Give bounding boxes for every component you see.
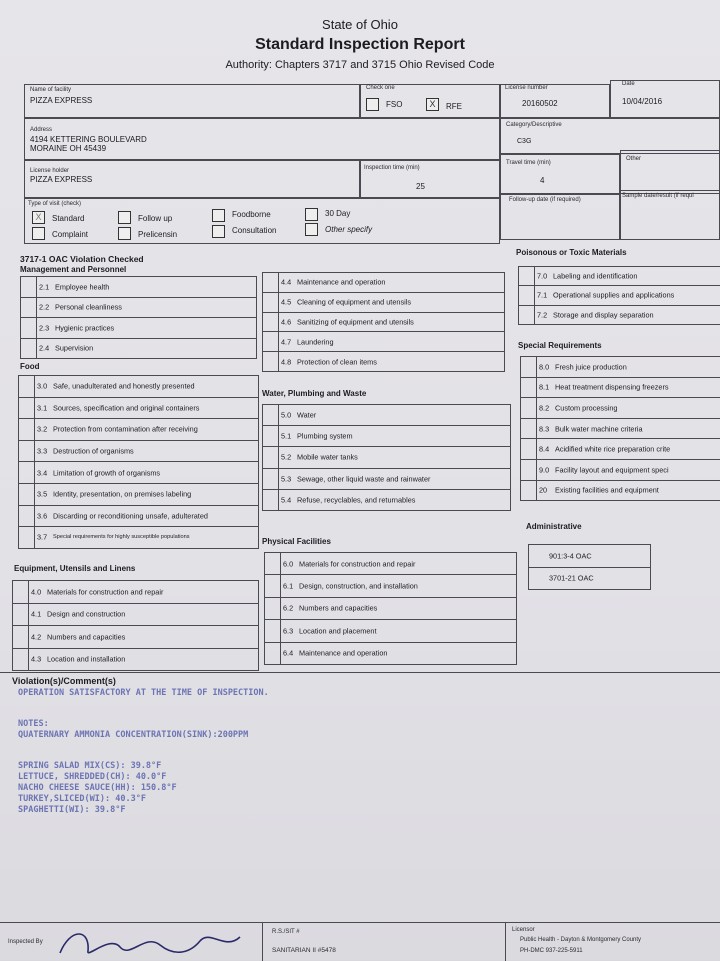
visit-30day-checkbox[interactable] (305, 208, 318, 221)
physical-heading: Physical Facilities (262, 537, 331, 546)
violation-text: Maintenance and operation (297, 277, 386, 287)
violation-text: Special requirements for highly susceptible populations (53, 534, 190, 541)
fso-checkbox[interactable] (366, 98, 379, 111)
violation-code: 2.1 (39, 282, 50, 292)
violation-checkbox[interactable] (519, 286, 535, 304)
violation-code: 5.1 (281, 431, 292, 441)
violation-row (263, 332, 505, 352)
violation-checkbox[interactable] (13, 649, 29, 671)
violation-checkbox[interactable] (19, 441, 35, 462)
comment-line: SPAGHETTI(WI): 39.8°F (18, 805, 126, 815)
visit-type-label: Type of visit (check) (28, 201, 82, 207)
violation-row (19, 398, 259, 420)
management-heading: Management and Personnel (20, 265, 127, 274)
violation-text: Identity, presentation, on premises labeling (53, 489, 192, 499)
violation-row (19, 441, 259, 463)
violation-checkbox[interactable] (265, 643, 281, 664)
address-label: Address (30, 127, 53, 133)
violation-checkbox[interactable] (13, 626, 29, 648)
violation-text: Sewage, other liquid waste and rainwater (297, 474, 431, 484)
category-label: Category/Descriptive (506, 122, 562, 128)
violation-code: 3.6 (37, 511, 48, 521)
violation-checkbox[interactable] (521, 357, 537, 377)
comment-line: LETTUCE, SHREDDED(CH): 40.0°F (18, 772, 167, 782)
license-holder: PIZZA EXPRESS (30, 175, 93, 184)
violation-code: 3.4 (37, 468, 48, 478)
violation-text: Protection from contamination after receiving (53, 424, 198, 434)
violation-checkbox[interactable] (19, 398, 35, 419)
violation-row (521, 460, 720, 481)
violation-text: Heat treatment dispensing freezers (555, 382, 669, 392)
violation-code: 4.5 (281, 297, 292, 307)
date-label: Date (622, 81, 635, 87)
violation-text: Protection of clean items (297, 357, 377, 367)
inspection-time-label: Inspection time (min) (364, 165, 420, 171)
violation-checkbox[interactable] (521, 460, 537, 480)
violation-checkbox[interactable] (21, 318, 37, 338)
violation-code: 4.2 (31, 632, 42, 642)
violation-text: Fresh juice production (555, 362, 627, 372)
violation-text: Mobile water tanks (297, 452, 358, 462)
visit-prelicensing-label: Prelicensin (138, 230, 178, 239)
violation-code: 8.4 (539, 444, 550, 454)
violation-checkbox[interactable] (263, 426, 279, 446)
violation-code: 7.1 (537, 290, 548, 300)
violation-text: Design and construction (47, 609, 126, 619)
violation-row (529, 568, 651, 591)
comment-line: QUATERNARY AMMONIA CONCENTRATION(SINK):200PPM (18, 730, 249, 740)
rs-value: SANITARIAN II #5478 (272, 947, 336, 954)
food-heading: Food (20, 362, 40, 371)
violation-checkbox[interactable] (519, 267, 535, 285)
special-heading: Special Requirements (518, 341, 602, 350)
violation-text: Numbers and capacities (299, 603, 378, 613)
report-title: Standard Inspection Report (255, 36, 465, 53)
violation-checkbox[interactable] (263, 293, 279, 312)
violation-row (265, 553, 517, 575)
footer (0, 922, 720, 961)
violation-code: 8.0 (539, 362, 550, 372)
license-number: 20160502 (522, 99, 558, 108)
violation-text: Plumbing system (297, 431, 353, 441)
violation-checkbox[interactable] (265, 553, 281, 574)
violation-code: 6.4 (283, 648, 294, 658)
violation-row (21, 277, 257, 298)
violation-code: 4.3 (31, 654, 42, 664)
violation-checkbox[interactable] (521, 378, 537, 398)
violation-code: 6.2 (283, 603, 294, 613)
violation-row (519, 267, 720, 286)
violation-checkbox[interactable] (263, 447, 279, 467)
violation-text: Bulk water machine criteria (555, 424, 643, 434)
address-line1: 4194 KETTERING BOULEVARD (30, 135, 147, 144)
violation-text: Operational supplies and applications (553, 290, 675, 300)
violation-checkbox[interactable] (263, 273, 279, 292)
violation-row (529, 545, 651, 568)
violation-row (263, 352, 505, 372)
violation-code: 4.1 (31, 609, 42, 619)
administrative-grid (528, 544, 651, 590)
rs-label: R.S./SIT # (272, 929, 300, 935)
comment-line: TURKEY,SLICED(WI): 40.3°F (18, 794, 146, 804)
rfe-checkbox[interactable]: X (426, 98, 439, 111)
violation-checkbox[interactable] (263, 313, 279, 332)
violation-row (263, 447, 511, 468)
visit-consultation-label: Consultation (232, 226, 277, 235)
violation-text: Materials for construction and repair (299, 559, 416, 569)
rfe-label: RFE (446, 102, 462, 111)
licensor-line1: Public Health - Dayton & Montgomery County (520, 937, 642, 943)
violation-code: 4.8 (281, 357, 292, 367)
equipment-heading: Equipment, Utensils and Linens (14, 564, 136, 573)
fso-label: FSO (386, 100, 403, 109)
violation-text: Hygienic practices (55, 323, 115, 333)
oac-violation-heading: 3717-1 OAC Violation Checked (20, 254, 144, 264)
violation-code: 4.7 (281, 337, 292, 347)
violation-checkbox[interactable] (521, 398, 537, 418)
violation-text: Materials for construction and repair (47, 587, 164, 597)
violation-checkbox[interactable] (19, 419, 35, 440)
poisonous-grid (518, 266, 720, 325)
violation-text: Acidified white rice preparation crite (555, 444, 671, 454)
visit-foodborne-label: Foodborne (232, 210, 271, 219)
violation-code: 4.0 (31, 587, 42, 597)
violation-code: 3.1 (37, 403, 48, 413)
equipment-grid (12, 580, 259, 671)
visit-other-label: Other specify (325, 225, 373, 234)
violation-checkbox[interactable] (13, 604, 29, 626)
violation-row (521, 357, 720, 378)
comments-heading: Violation(s)/Comment(s) (12, 676, 116, 686)
violation-code: 3.0 (37, 381, 48, 391)
violation-code: 6.1 (283, 581, 294, 591)
violation-row (519, 286, 720, 305)
visit-followup-label: Follow up (138, 214, 173, 223)
administrative-heading: Administrative (526, 522, 582, 531)
authority-line: Authority: Chapters 3717 and 3715 Ohio Revised Code (225, 59, 495, 71)
violation-code: 8.1 (539, 382, 550, 392)
violation-code: 9.0 (539, 465, 550, 475)
water-grid (262, 404, 511, 511)
violation-text: Destruction of organisms (53, 446, 134, 456)
violation-checkbox[interactable] (263, 405, 279, 425)
maintenance-grid (262, 272, 505, 372)
violation-row (13, 649, 259, 672)
violation-row (19, 484, 259, 506)
violation-code: 5.0 (281, 410, 292, 420)
address-line2: MORAINE OH 45439 (30, 144, 107, 153)
comment-line: SPRING SALAD MIX(CS): 39.8°F (18, 761, 162, 771)
violation-text: Custom processing (555, 403, 618, 413)
violation-row (265, 620, 517, 642)
food-grid (18, 375, 259, 549)
followup-label: Follow-up date (if required) (509, 197, 581, 203)
visit-complaint-label: Complaint (52, 230, 89, 239)
violation-checkbox[interactable] (263, 490, 279, 510)
violation-code: 8.2 (539, 403, 550, 413)
violation-checkbox[interactable] (263, 332, 279, 351)
travel-time: 4 (540, 176, 545, 185)
violation-checkbox[interactable] (265, 620, 281, 641)
violation-code: 5.4 (281, 495, 292, 505)
violation-row (519, 306, 720, 325)
violation-row (521, 398, 720, 419)
visit-other-checkbox[interactable] (305, 223, 318, 236)
violation-row (19, 462, 259, 484)
violation-checkbox[interactable] (19, 462, 35, 483)
special-grid (520, 356, 720, 501)
violation-row (19, 506, 259, 528)
violation-row (21, 318, 257, 339)
violation-code: 2.3 (39, 323, 50, 333)
visit-followup-checkbox[interactable] (118, 211, 131, 224)
violation-text: Existing facilities and equipment (555, 485, 659, 495)
violation-text: Design, construction, and installation (299, 581, 418, 591)
violation-text: Storage and display separation (553, 310, 654, 320)
comment-line: NACHO CHEESE SAUCE(HH): 150.8°F (18, 783, 177, 793)
violation-text: Limitation of growth of organisms (53, 468, 161, 478)
violation-checkbox[interactable] (13, 581, 29, 603)
violation-row (263, 426, 511, 447)
violation-code: 3.2 (37, 424, 48, 434)
violation-row (263, 313, 505, 333)
violation-text: Location and placement (299, 626, 377, 636)
violation-checkbox[interactable] (521, 419, 537, 439)
visit-standard-label: Standard (52, 214, 85, 223)
inspected-by-label: Inspected By (8, 939, 43, 945)
check-one-label: Check one (366, 85, 395, 91)
violation-row (263, 490, 511, 511)
violation-row (521, 419, 720, 440)
violation-text: Location and installation (47, 654, 126, 664)
violation-row (263, 469, 511, 490)
violation-text: Cleaning of equipment and utensils (297, 297, 411, 307)
violation-text: Numbers and capacities (47, 632, 126, 642)
violation-checkbox[interactable] (19, 527, 35, 548)
violation-row (521, 439, 720, 460)
violation-text: Employee health (55, 282, 110, 292)
violation-row (19, 419, 259, 441)
violation-code: 7.0 (537, 271, 548, 281)
license-holder-label: License holder (30, 168, 70, 174)
violation-checkbox[interactable] (519, 306, 535, 324)
violation-row (263, 293, 505, 313)
violation-code: 5.3 (281, 474, 292, 484)
violation-row (521, 378, 720, 399)
violation-code: 7.2 (537, 310, 548, 320)
violation-code: 6.0 (283, 559, 294, 569)
violation-text: Labeling and identification (553, 271, 638, 281)
violation-code: 6.3 (283, 626, 294, 636)
violation-row (13, 581, 259, 604)
violation-text: Refuse, recyclables, and returnables (297, 495, 416, 505)
sample-label: Sample date/result (if requi (622, 193, 694, 199)
visit-foodborne-checkbox[interactable] (212, 209, 225, 222)
physical-grid (264, 552, 517, 665)
violation-checkbox[interactable] (521, 439, 537, 459)
violation-code: 3.3 (37, 446, 48, 456)
violation-text: 901:3-4 OAC (549, 551, 592, 561)
visit-complaint-checkbox[interactable] (32, 227, 45, 240)
visit-consultation-checkbox[interactable] (212, 225, 225, 238)
licensor-label: Licensor (512, 927, 535, 933)
violation-text: Discarding or reconditioning unsafe, adulterated (53, 511, 208, 521)
violation-code: 2.4 (39, 343, 50, 353)
facility-name-label: Name of facility (30, 87, 72, 93)
management-grid (20, 276, 257, 359)
water-heading: Water, Plumbing and Waste (262, 389, 367, 398)
violation-text: Safe, unadulterated and honestly presented (53, 381, 195, 391)
violation-text: Sources, specification and original containers (53, 403, 200, 413)
licensor-line2: PH-DMC 937-225-5911 (520, 948, 583, 954)
violation-row (265, 643, 517, 665)
violation-row (13, 604, 259, 627)
violation-row (265, 598, 517, 620)
violation-code: 5.2 (281, 452, 292, 462)
category-value: C3G (517, 138, 532, 145)
violation-code: 20 (539, 485, 548, 495)
violation-checkbox[interactable] (263, 352, 279, 371)
violation-code: 8.3 (539, 424, 550, 434)
violation-checkbox[interactable] (19, 506, 35, 527)
violation-text: Supervision (55, 343, 94, 353)
violation-text: Facility layout and equipment speci (555, 465, 669, 475)
visit-30day-label: 30 Day (325, 209, 351, 218)
violation-row (19, 527, 259, 549)
violation-row (21, 339, 257, 360)
violation-row (21, 298, 257, 319)
comment-line: NOTES: (18, 719, 49, 729)
violation-text: Maintenance and operation (299, 648, 388, 658)
violation-checkbox[interactable] (265, 575, 281, 596)
violation-row (19, 376, 259, 398)
poisonous-heading: Poisonous or Toxic Materials (516, 248, 627, 257)
violation-code: 4.4 (281, 277, 292, 287)
violation-checkbox[interactable] (21, 339, 37, 359)
violation-code: 2.2 (39, 302, 50, 312)
violation-text: Water (297, 410, 317, 420)
violation-checkbox[interactable] (263, 469, 279, 489)
inspection-time: 25 (416, 182, 425, 191)
visit-standard-checkbox[interactable]: X (32, 211, 45, 224)
facility-name: PIZZA EXPRESS (30, 96, 93, 105)
violation-checkbox[interactable] (19, 484, 35, 505)
inspector-signature (50, 923, 270, 961)
violation-code: 3.5 (37, 489, 48, 499)
license-number-label: License number (505, 85, 548, 91)
violation-row (521, 481, 720, 502)
violation-code: 4.6 (281, 317, 292, 327)
violation-row (263, 273, 505, 293)
visit-type-cell (24, 198, 500, 244)
visit-prelicensing-checkbox[interactable] (118, 227, 131, 240)
state-heading: State of Ohio (322, 17, 398, 32)
violation-code: 3.7 (37, 532, 48, 542)
violation-text: Laundering (297, 337, 334, 347)
violation-checkbox[interactable] (21, 298, 37, 318)
violation-checkbox[interactable] (265, 598, 281, 619)
violation-text: 3701-21 OAC (549, 573, 594, 583)
comment-line: OPERATION SATISFACTORY AT THE TIME OF INSPECTION. (18, 688, 269, 698)
violation-checkbox[interactable] (19, 376, 35, 397)
violation-row (13, 626, 259, 649)
other-label: Other (626, 156, 642, 162)
violation-row (265, 575, 517, 597)
violation-text: Sanitizing of equipment and utensils (297, 317, 414, 327)
violation-text: Personal cleanliness (55, 302, 122, 312)
violation-row (263, 405, 511, 426)
travel-time-label: Travel time (min) (506, 160, 551, 166)
comments-section (0, 672, 720, 919)
violation-checkbox[interactable] (521, 481, 537, 501)
inspection-date: 10/04/2016 (622, 97, 663, 106)
violation-checkbox[interactable] (21, 277, 37, 297)
